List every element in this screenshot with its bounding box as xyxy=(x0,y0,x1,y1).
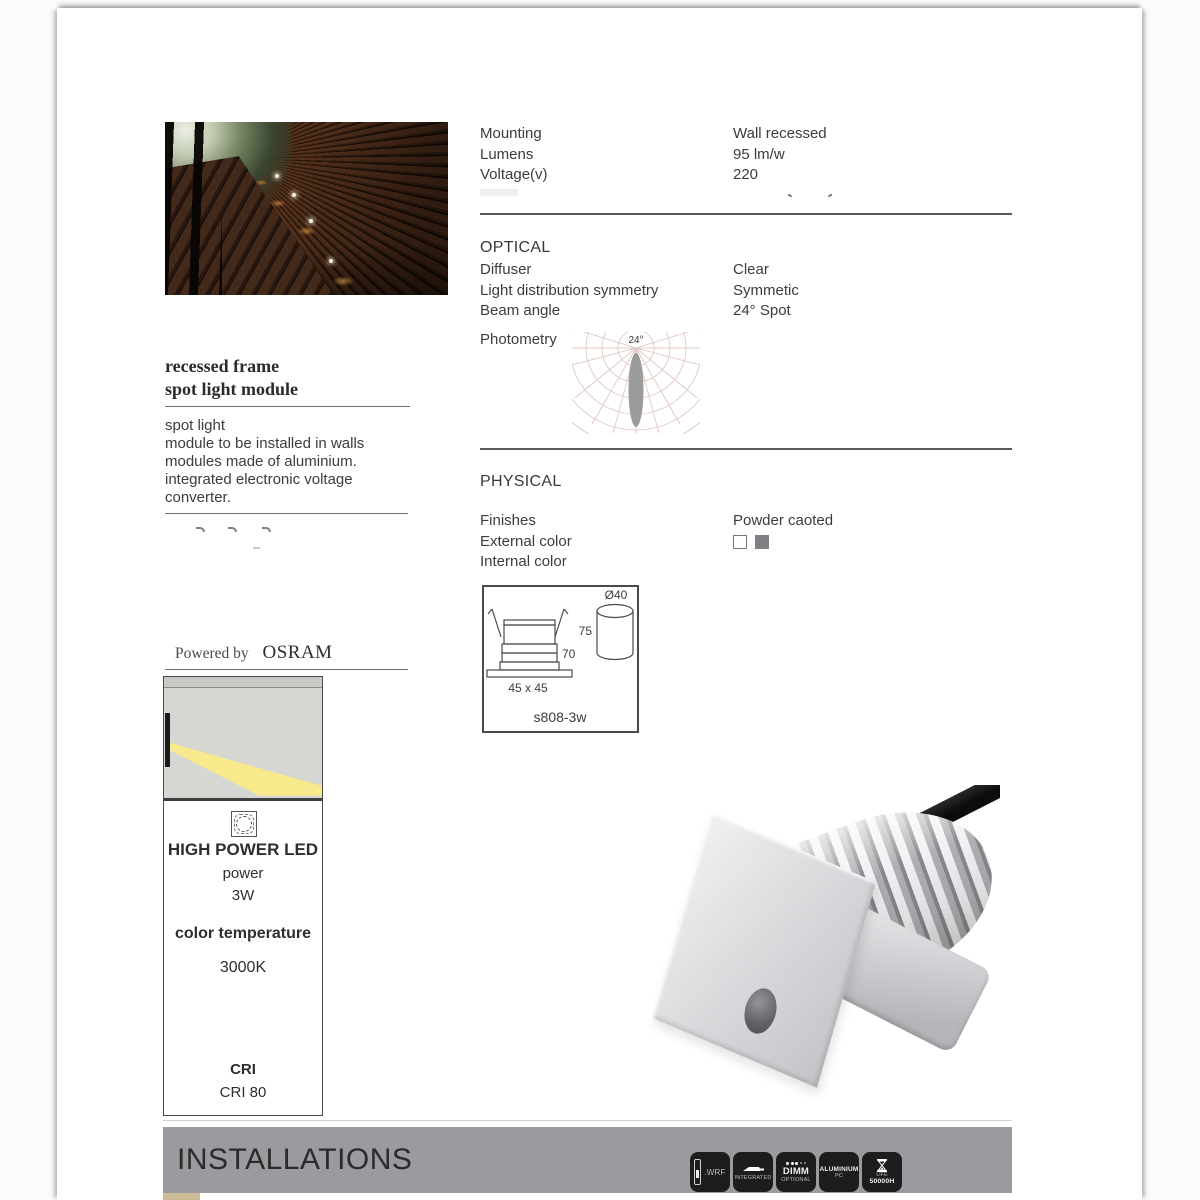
osram-logo: OSRAM xyxy=(262,642,333,663)
powered-by xyxy=(175,642,333,664)
spec-value: Symmetic xyxy=(733,281,799,299)
cri-label: CRI xyxy=(230,1061,256,1078)
description-line: module to be installed in walls xyxy=(165,435,365,452)
description-line: integrated electronic voltage xyxy=(165,471,353,488)
spec-value: Wall recessed xyxy=(733,125,827,142)
powered-by-label: Powered by xyxy=(175,645,249,662)
led-spec-panel xyxy=(163,676,323,1116)
badge-label: DIMM xyxy=(782,1165,810,1177)
dim-diameter: Ø40 xyxy=(604,588,628,602)
print-artifact xyxy=(788,194,792,197)
recessed-fixture xyxy=(165,713,170,767)
light-beam xyxy=(164,677,322,798)
installation-diagram xyxy=(164,677,322,801)
divider xyxy=(165,669,408,670)
badge-dimm xyxy=(776,1152,816,1192)
physical-heading: PHYSICAL xyxy=(480,473,562,490)
spec-label: Mounting xyxy=(480,125,542,142)
spec-label: External color xyxy=(480,532,572,550)
dimension-drawing xyxy=(482,585,639,733)
tan-accent-square xyxy=(163,1193,200,1200)
hourglass-icon xyxy=(876,1159,888,1172)
badge-label: ALUMINIUM xyxy=(819,1165,859,1173)
swatch-gray xyxy=(755,535,769,549)
divider xyxy=(165,513,408,514)
spec-value: 220 xyxy=(733,166,759,183)
spec-label: Light distribution symmetry xyxy=(480,281,659,299)
photo-posts xyxy=(165,122,222,295)
description-line: converter. xyxy=(165,489,231,506)
spec-label: Beam angle xyxy=(480,302,561,319)
badge-wrf xyxy=(690,1152,730,1192)
spec-row xyxy=(480,124,1040,145)
divider xyxy=(165,406,410,407)
spec-label: Finishes xyxy=(480,512,536,529)
wall-light-dot xyxy=(329,259,333,263)
badge-aluminium xyxy=(819,1152,859,1192)
spec-label: Voltage(v) xyxy=(480,166,548,183)
dim-face: 45 x 45 xyxy=(508,681,548,695)
spec-row xyxy=(480,145,1040,166)
badge-label: .WRF xyxy=(704,1167,726,1177)
spec-row xyxy=(480,165,1040,186)
badge-label: LIFE xyxy=(876,1172,888,1178)
led-heading: HIGH POWER LED xyxy=(167,840,319,859)
spec-value: Powder caoted xyxy=(733,512,834,529)
badge-label: INTEGRATED xyxy=(734,1174,772,1181)
banner-title: INSTALLATIONS xyxy=(177,1143,413,1176)
badge-sublabel: PC xyxy=(834,1172,844,1179)
swatch-white xyxy=(733,535,747,549)
badge-life xyxy=(862,1152,902,1192)
hero-photo xyxy=(165,122,448,295)
product-description xyxy=(165,417,415,507)
dim-depth: 70 xyxy=(562,647,576,661)
spec-table xyxy=(480,124,1040,186)
ct-label: color temperature xyxy=(174,925,312,942)
product-photo xyxy=(645,785,1000,1115)
spec-value: 24° Spot xyxy=(733,302,791,319)
print-artifact xyxy=(253,547,260,549)
product-title xyxy=(165,355,298,400)
ct-value: 3000K xyxy=(219,959,267,976)
color-swatches xyxy=(733,532,1040,553)
badge-sublabel: OPTIONAL xyxy=(781,1176,811,1183)
spec-row xyxy=(480,281,1040,302)
print-artifact xyxy=(228,527,237,532)
dim-dots-icon xyxy=(786,1162,806,1165)
print-artifact xyxy=(196,527,205,532)
datasheet-page xyxy=(57,8,1142,1200)
spec-label: Diffuser xyxy=(480,261,532,278)
optical-heading: OPTICAL xyxy=(480,239,551,256)
title-line2: spot light module xyxy=(165,378,299,399)
driver-icon xyxy=(741,1164,765,1175)
badge-integrated xyxy=(733,1152,773,1192)
beam-lobe xyxy=(629,353,644,427)
description-line: spot light xyxy=(165,417,226,434)
spec-label: Internal color xyxy=(480,553,567,570)
spec-row xyxy=(480,552,1040,573)
led-chip-icon xyxy=(231,811,257,837)
description-line: modules made of aluminium. xyxy=(165,453,357,470)
spec-row xyxy=(480,301,1040,322)
wrf-profile-icon xyxy=(694,1159,701,1185)
photometry-angle: 24° xyxy=(628,335,644,346)
title-line1: recessed frame xyxy=(165,356,280,376)
physical-table xyxy=(480,511,1040,573)
spec-value: Clear xyxy=(733,261,769,278)
power-value: 3W xyxy=(231,887,255,904)
badge-sublabel: 50000H xyxy=(869,1178,895,1185)
spec-value: 95 lm/w xyxy=(733,145,785,163)
wall-top-strip xyxy=(164,677,322,688)
print-artifact xyxy=(480,189,518,196)
photometry-diagram xyxy=(572,332,700,434)
cri-value: CRI 80 xyxy=(219,1084,267,1101)
photometry-label: Photometry xyxy=(480,331,557,348)
spec-label: Lumens xyxy=(480,145,534,163)
dim-height: 75 xyxy=(578,624,592,638)
spec-row xyxy=(480,532,1040,553)
spec-row xyxy=(480,511,1040,532)
print-artifact xyxy=(828,194,832,197)
power-label: power xyxy=(222,865,264,882)
print-artifact xyxy=(262,527,271,532)
optical-table xyxy=(480,260,1040,322)
divider xyxy=(480,448,1012,450)
feature-badges xyxy=(690,1152,902,1192)
model-number: s808-3w xyxy=(533,709,587,725)
spec-row xyxy=(480,260,1040,281)
divider xyxy=(163,1120,1012,1121)
divider xyxy=(480,213,1012,215)
